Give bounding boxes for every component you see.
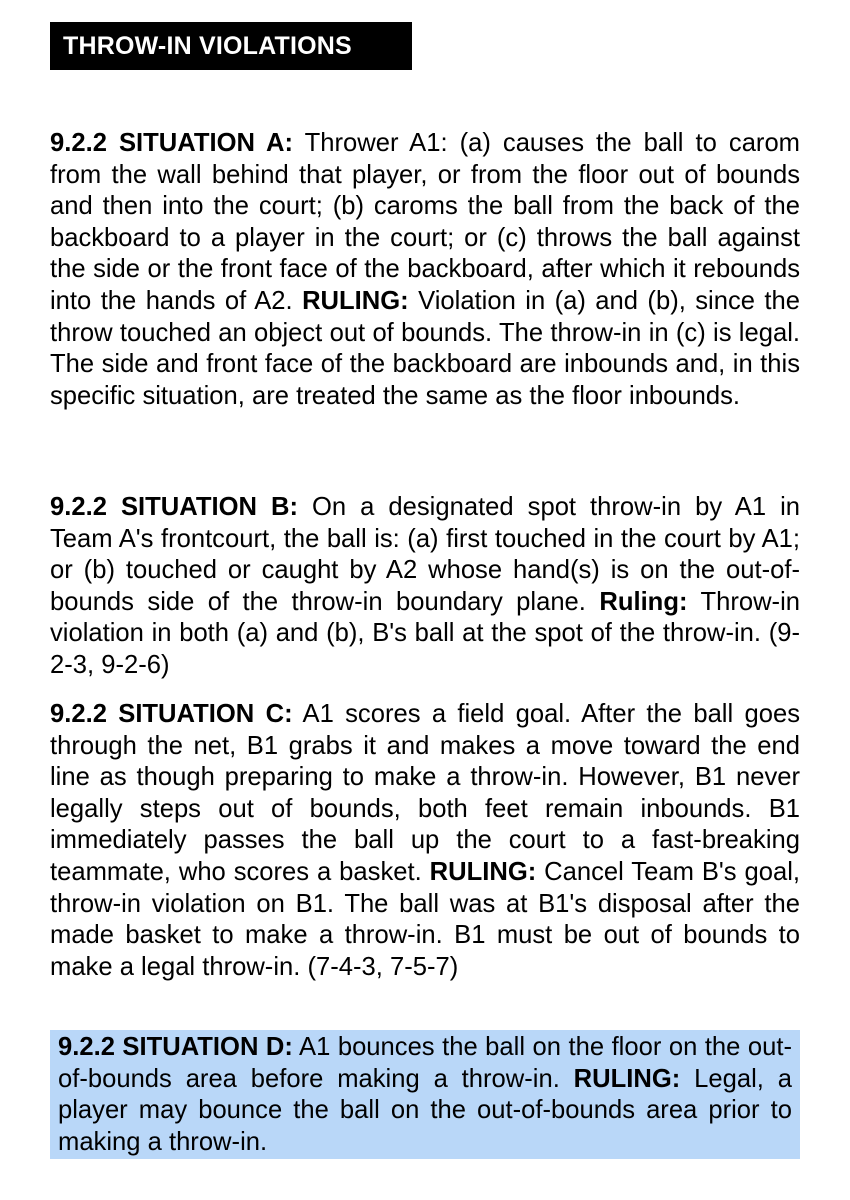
ruling-label: RULING: bbox=[573, 1064, 681, 1093]
situation-d-highlighted bbox=[50, 1030, 800, 1159]
section-header bbox=[50, 22, 412, 70]
ruling-text: Violation in (a) and (b), since the throw touched an object out of bounds. The throw-in in (c) is legal. The side and front face of the backboard are inbounds and, in this specific situation, are treated the same as the floor inbounds. bbox=[50, 286, 801, 410]
situation-c bbox=[50, 699, 800, 983]
situation-text: Thrower A1: (a) causes the ball to carom from the wall behind that player, or from the floor out of bounds and then into the court; (b) caroms the ball from the back of the backboard to a player in the court; or (c) throws the ball against the side or the front face of the backboard, after which it rebounds into the hands of A2. bbox=[50, 129, 801, 315]
ruling-text: Throw-in violation in both (a) and (b), B's ball at the spot of the throw-in. (9-2-3, 9-2-6) bbox=[50, 587, 801, 679]
situation-text: A1 bounces the ball on the floor on the out-of-bounds area before making a throw-in. bbox=[58, 1033, 792, 1093]
situation-heading: 9.2.2 SITUATION C: bbox=[50, 700, 293, 728]
ruling-text: Cancel Team B's goal, throw-in violation on B1. The ball was at B1's disposal after the made basket to make a throw-in. B1 must be out of bounds to make a legal throw-in. (7-4-3, 7-5-7) bbox=[50, 857, 800, 981]
ruling-label: RULING: bbox=[302, 286, 409, 315]
ruling-label: RULING: bbox=[429, 857, 537, 886]
situation-heading: 9.2.2 SITUATION D: bbox=[58, 1033, 293, 1061]
situation-heading: 9.2.2 SITUATION A: bbox=[50, 129, 294, 157]
situation-heading: 9.2.2 SITUATION B: bbox=[50, 493, 298, 521]
ruling-label: Ruling: bbox=[599, 587, 688, 616]
situation-a bbox=[50, 128, 800, 412]
situation-b bbox=[50, 492, 800, 682]
situation-text: A1 scores a field goal. After the ball goes through the net, B1 grabs it and makes a move toward the end line as though preparing to make a throw-in. However, B1 never legally steps out of bounds, both feet remain inbounds. B1 immediately passes the ball up the court to a fast-breaking teammate, who scores a basket. bbox=[50, 700, 800, 886]
situation-text: On a designated spot throw-in by A1 in Team A's frontcourt, the ball is: (a) first touched in the court by A1; or (b) touched or caught by A2 whose hand(s) is on the out-of-bounds side of the throw-in boundary plane. bbox=[50, 493, 800, 616]
section-title: THROW-IN VIOLATIONS bbox=[63, 31, 352, 60]
ruling-text: Legal, a player may bounce the ball on the out-of-bounds area prior to making a throw-in. bbox=[58, 1064, 792, 1156]
